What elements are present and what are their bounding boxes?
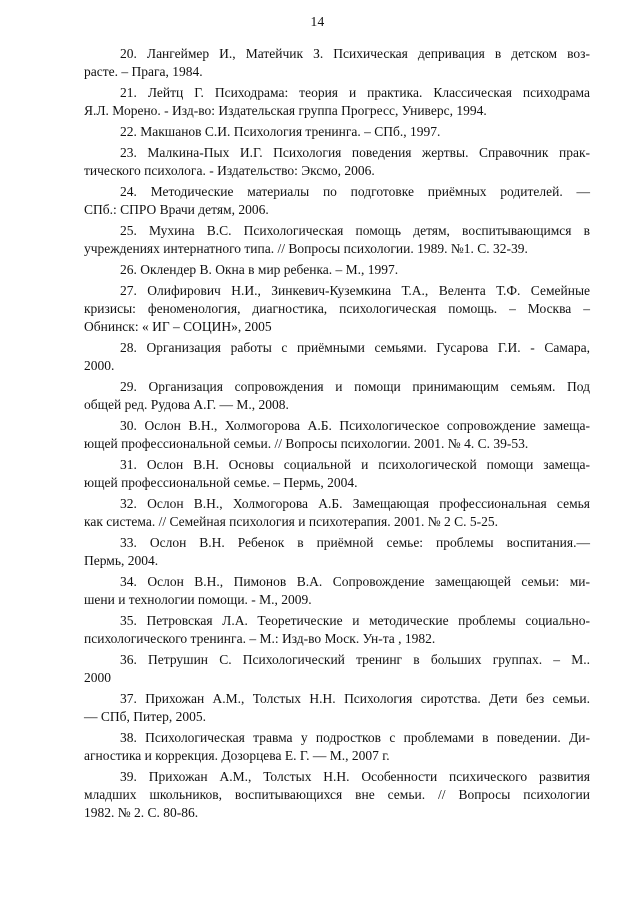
reference-line: 39. Прихожан А.М., Толстых Н.Н. Особенности психического развития xyxy=(120,769,590,784)
reference-line: младших школьников, воспитывающихся вне семьи. // Вопросы психологии xyxy=(84,787,590,802)
reference-entry xyxy=(84,222,590,258)
reference-line: 23. Малкина-Пых И.Г. Психология поведения жертвы. Справочник прак- xyxy=(120,145,590,160)
reference-entry xyxy=(84,534,590,570)
reference-line: 31. Ослон В.Н. Основы социальной и психологической помощи замеща- xyxy=(120,457,590,472)
reference-entry xyxy=(84,612,590,648)
reference-line: 34. Ослон В.Н., Пимонов В.А. Сопровождение замещающей семьи: ми- xyxy=(120,574,590,589)
reference-entry xyxy=(84,144,590,180)
reference-line: общей ред. Рудова А.Г. — М., 2008. xyxy=(84,397,289,412)
reference-entry xyxy=(84,690,590,726)
reference-entry xyxy=(84,261,590,279)
reference-line: психологического тренинга. – М.: Изд-во Моск. Ун-та , 1982. xyxy=(84,631,436,646)
reference-line: 38. Психологическая травма у подростков с проблемами в поведении. Ди- xyxy=(120,730,590,745)
reference-line: 22. Макшанов С.И. Психология тренинга. – СПб., 1997. xyxy=(120,124,441,139)
reference-line: 27. Олифирович Н.И., Зинкевич-Куземкина Т.А., Велента Т.Ф. Семейные xyxy=(120,283,590,298)
reference-entry xyxy=(84,768,590,822)
reference-entry xyxy=(84,573,590,609)
page-number: 14 xyxy=(310,14,325,29)
reference-line: 33. Ослон В.Н. Ребенок в приёмной семье: проблемы воспитания.— xyxy=(120,535,590,550)
reference-line: 28. Организация работы с приёмными семьями. Гусарова Г.И. - Самара, xyxy=(120,340,590,355)
reference-line: расте. – Прага, 1984. xyxy=(84,64,203,79)
reference-entry xyxy=(84,729,590,765)
reference-line: 30. Ослон В.Н., Холмогорова А.Б. Психологическое сопровождение замеща- xyxy=(120,418,590,433)
reference-entry xyxy=(84,84,590,120)
reference-line: Пермь, 2004. xyxy=(84,553,159,568)
reference-entry xyxy=(84,183,590,219)
reference-entry xyxy=(84,45,590,81)
reference-line: агностика и коррекция. Дозорцева Е. Г. — М., 2007 г. xyxy=(84,748,390,763)
reference-line: 24. Методические материалы по подготовке приёмных родителей. — xyxy=(120,184,590,199)
reference-line: учреждениях интернатного типа. // Вопросы психологии. 1989. №1. С. 32-39. xyxy=(84,241,528,256)
reference-line: ющей профессиональной семье. – Пермь, 2004. xyxy=(84,475,358,490)
reference-line: шени и технологии помощи. - М., 2009. xyxy=(84,592,312,607)
reference-entry xyxy=(84,651,590,687)
reference-entry xyxy=(84,339,590,375)
reference-line: 26. Оклендер В. Окна в мир ребенка. – М., 1997. xyxy=(120,262,399,277)
reference-line: 2000. xyxy=(84,358,115,373)
reference-line: 35. Петровская Л.А. Теоретические и методические проблемы социально- xyxy=(120,613,590,628)
reference-entry xyxy=(84,495,590,531)
reference-line: 1982. № 2. С. 80-86. xyxy=(84,805,199,820)
reference-line: 25. Мухина В.С. Психологическая помощь детям, воспитывающимся в xyxy=(120,223,590,238)
reference-line: Обнинск: « ИГ – СОЦИН», 2005 xyxy=(84,319,272,334)
reference-line: 36. Петрушин С. Психологический тренинг в больших группах. – М.. xyxy=(120,652,590,667)
reference-line: ющей профессиональной семьи. // Вопросы психологии. 2001. № 4. С. 39-53. xyxy=(84,436,529,451)
reference-line: 37. Прихожан А.М., Толстых Н.Н. Психология сиротства. Дети без семьи. xyxy=(120,691,590,706)
reference-line: 21. Лейтц Г. Психодрама: теория и практика. Классическая психодрама xyxy=(120,85,590,100)
reference-line: 29. Организация сопровождения и помощи принимающим семьям. Под xyxy=(120,379,590,394)
reference-line: тического психолога. - Издательство: Эксмо, 2006. xyxy=(84,163,375,178)
reference-line: — СПб, Питер, 2005. xyxy=(84,709,206,724)
reference-entry xyxy=(84,282,590,336)
reference-entry xyxy=(84,123,590,141)
reference-line: 32. Ослон В.Н., Холмогорова А.Б. Замещающая профессиональная семья xyxy=(120,496,590,511)
reference-line: СПб.: СПРО Врачи детям, 2006. xyxy=(84,202,269,217)
reference-entry xyxy=(84,417,590,453)
reference-line: кризисы: феноменология, диагностика, психологическая помощь. – Москва – xyxy=(84,301,590,316)
reference-entry xyxy=(84,456,590,492)
reference-line: 2000 xyxy=(84,670,111,685)
reference-list xyxy=(84,45,590,822)
reference-line: как система. // Семейная психология и психотерапия. 2001. № 2 С. 5-25. xyxy=(84,514,498,529)
reference-line: 20. Лангеймер И., Матейчик З. Психическая депривация в детском воз- xyxy=(120,46,590,61)
reference-entry xyxy=(84,378,590,414)
reference-line: Я.Л. Морено. - Изд-во: Издательская группа Прогресс, Универс, 1994. xyxy=(84,103,487,118)
